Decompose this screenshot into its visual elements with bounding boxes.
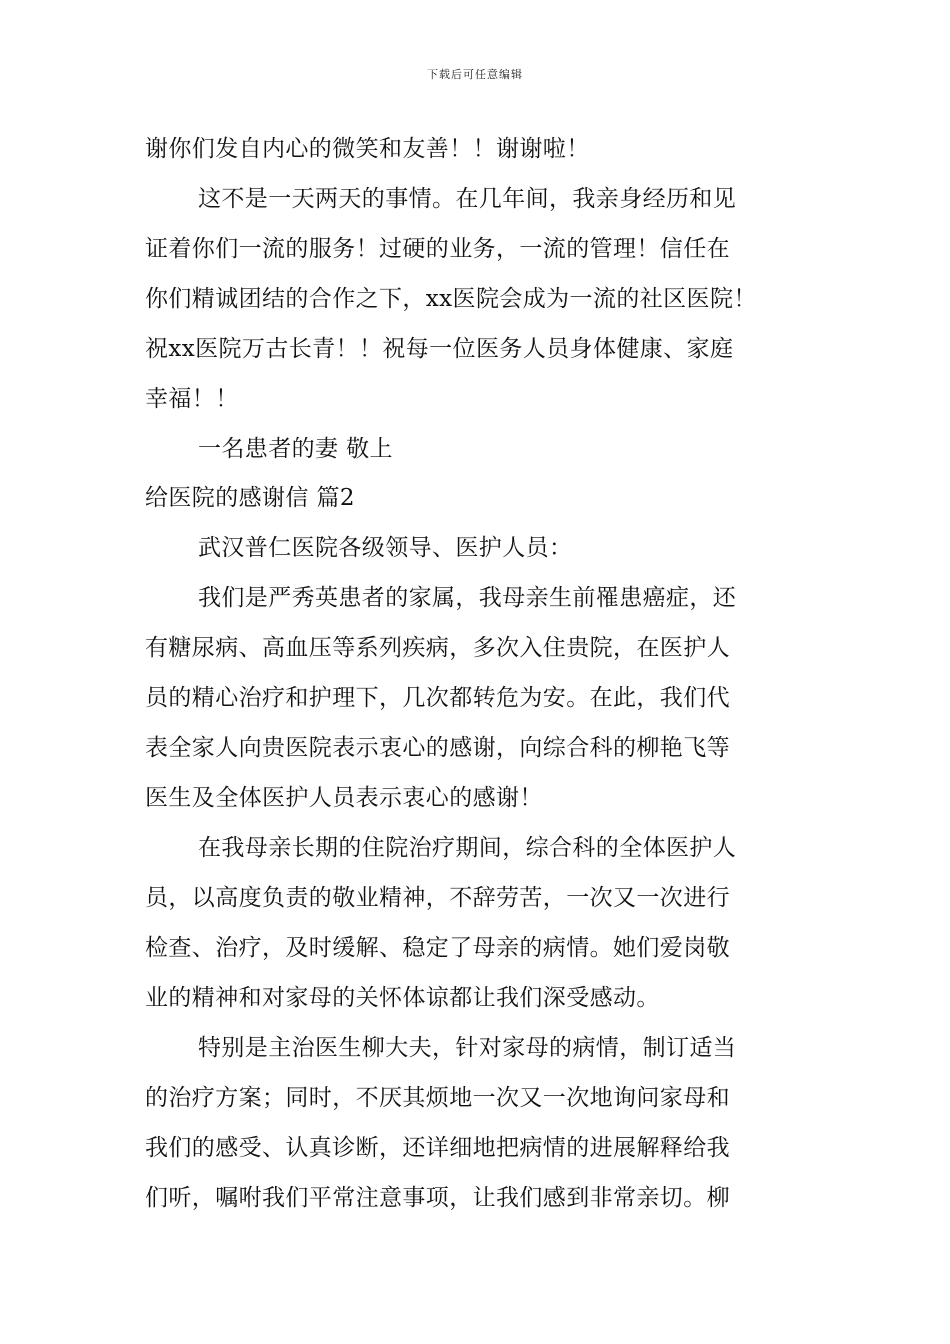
paragraph-start-line: 我们是严秀英患者的家属，我母亲生前罹患癌症，还 [198, 585, 737, 611]
document-body [145, 124, 810, 1223]
text-line: 员，以高度负责的敬业精神，不辞劳苦，一次又一次进行 [145, 885, 730, 911]
text-line: 你们精诚团结的合作之下，xx医院会成为一流的社区医院！ [145, 286, 757, 312]
text-line: 医生及全体医护人员表示衷心的感谢！ [145, 785, 543, 811]
text-line: 业的精神和对家母的关怀体谅都让我们深受感动。 [145, 985, 660, 1011]
text-line: 们听，嘱咐我们平常注意事项，让我们感到非常亲切。柳 [145, 1185, 730, 1211]
text-line: 我们的感受、认真诊断，还详细地把病情的进展解释给我 [145, 1135, 730, 1161]
text-line: 有糖尿病、高血压等系列疾病，多次入住贵院，在医护人 [145, 635, 730, 661]
text-line: 祝xx医院万古长青！！祝每一位医务人员身体健康、家庭 [145, 336, 734, 362]
text-line: 的治疗方案；同时，不厌其烦地一次又一次地询问家母和 [145, 1085, 730, 1111]
text-line: 证着你们一流的服务！过硬的业务，一流的管理！信任在 [145, 236, 730, 262]
paragraph-start-line: 在我母亲长期的住院治疗期间，综合科的全体医护人 [198, 835, 737, 861]
text-line: 表全家人向贵医院表示衷心的感谢，向综合科的柳艳飞等 [145, 735, 730, 761]
page-header-note: 下载后可任意编辑 [427, 68, 523, 81]
paragraph-start-line: 这不是一天两天的事情。在几年间，我亲身经历和见 [198, 186, 737, 212]
paragraph-start-line: 特别是主治医生柳大夫，针对家母的病情，制订适当 [198, 1035, 737, 1061]
section-title: 给医院的感谢信 篇2 [145, 485, 355, 511]
text-line: 检查、治疗，及时缓解、稳定了母亲的病情。她们爱岗敬 [145, 935, 730, 961]
text-line: 谢你们发自内心的微笑和友善！！谢谢啦！ [145, 136, 590, 162]
salutation-line: 武汉普仁医院各级领导、医护人员： [198, 535, 573, 561]
text-line: 幸福！！ [145, 386, 239, 412]
signature-line: 一名患者的妻 敬上 [198, 436, 393, 462]
text-line: 员的精心治疗和护理下，几次都转危为安。在此，我们代 [145, 685, 730, 711]
